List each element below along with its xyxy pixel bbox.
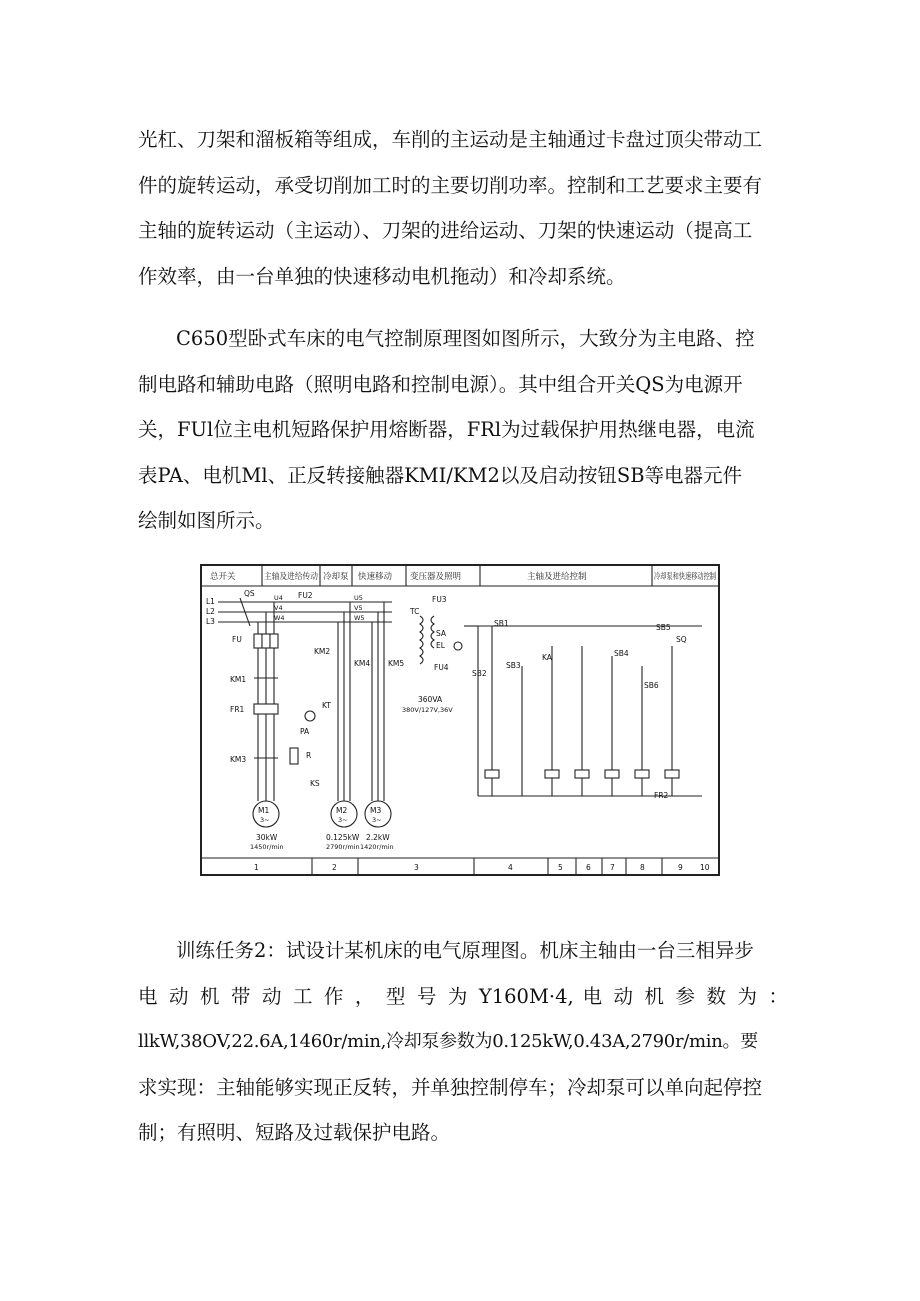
- label-sb2: SB2: [472, 669, 487, 678]
- label-v5: V5: [354, 604, 363, 612]
- label-fr2: FR2: [654, 791, 669, 800]
- motor-m2-speed: 2790r/min: [326, 843, 360, 851]
- label-tc: TC: [410, 607, 420, 616]
- footer-col-4: 4: [508, 863, 513, 872]
- footer-col-2: 2: [332, 863, 337, 872]
- label-r: R: [306, 751, 312, 760]
- label-w5: W5: [354, 614, 365, 622]
- text-line: 关，FUl位主电机短路保护用熔断器，FRl为过载保护用热继电器，电流: [138, 418, 755, 441]
- header-rapid-move: 快速移动: [358, 572, 393, 582]
- label-el: EL: [436, 641, 445, 650]
- header-transformer-lighting: 变压器及照明: [410, 572, 462, 582]
- label-sb1: SB1: [494, 619, 509, 628]
- label-qs: QS: [244, 589, 255, 598]
- motor-m2-power: 0.125kW: [326, 833, 360, 842]
- header-main-switch: 总开关: [210, 572, 236, 582]
- motor-m1-phase: 3~: [260, 816, 270, 824]
- text-line: 求实现：主轴能够实现正反转，并单独控制停车；冷却泵可以单向起停控: [138, 1075, 763, 1099]
- label-km5: KM5: [388, 659, 405, 668]
- label-ks: KS: [310, 779, 320, 788]
- label-fu2: FU2: [298, 591, 313, 600]
- label-km4: KM4: [354, 659, 371, 668]
- footer-col-6: 6: [586, 863, 591, 872]
- footer-col-7: 7: [610, 863, 615, 872]
- label-sb6: SB6: [644, 681, 659, 690]
- text-line: 件的旋转运动，承受切削加工时的主要切削功率。控制和工艺要求主要有: [138, 173, 763, 197]
- motor-m2-name: M2: [336, 806, 348, 815]
- motor-m3-power: 2.2kW: [366, 833, 390, 842]
- label-fu: FU: [232, 635, 242, 644]
- motor-m3-speed: 1420r/min: [360, 843, 394, 851]
- footer-col-3: 3: [414, 863, 419, 872]
- label-l1: L1: [206, 597, 215, 606]
- circuit-schematic-svg: [202, 566, 740, 874]
- text-line: 制电路和辅助电路（照明电路和控制电源）。其中组合开关QS为电源开: [138, 372, 743, 396]
- label-fu3: FU3: [432, 595, 447, 604]
- label-kt: KT: [322, 701, 331, 710]
- label-fu4: FU4: [434, 663, 449, 672]
- label-transformer-rating: 360VA: [418, 695, 443, 704]
- header-spindle-drive: 主轴及进给传动: [264, 572, 324, 582]
- footer-col-5: 5: [558, 863, 563, 872]
- header-spindle-control: 主轴及进给控制: [527, 572, 587, 582]
- label-sq: SQ: [676, 635, 687, 644]
- label-v4: V4: [274, 604, 283, 612]
- header-coolant-pump: 冷却泵: [323, 572, 349, 582]
- text-line: 制；有照明、短路及过载保护电路。: [138, 1121, 451, 1144]
- label-sa: SA: [436, 629, 447, 638]
- motor-m1-speed: 1450r/min: [250, 843, 284, 851]
- motor-m2-phase: 3~: [338, 816, 348, 824]
- label-sb4: SB4: [614, 649, 629, 658]
- footer-col-1: 1: [254, 863, 259, 872]
- label-pa: PA: [300, 727, 310, 736]
- label-w4: W4: [274, 614, 285, 622]
- text-line: 电 动 机 带 动 工 作 ， 型 号 为 Y160M·4, 电 动 机 参 数 为 ：: [138, 984, 788, 1008]
- text-line: C650型卧式车床的电气控制原理图如图所示，大致分为主电路、控: [176, 327, 755, 350]
- label-sb5: SB5: [656, 623, 671, 632]
- label-sb3: SB3: [506, 661, 521, 670]
- text-line: llkW,38OV,22.6A,1460r/min,冷却泵参数为0.125kW,0.43A,2790r/min。要: [138, 1031, 758, 1052]
- text-line: 光杠、刀架和溜板箱等组成，车削的主运动是主轴通过卡盘过顶尖带动工: [138, 128, 763, 151]
- paragraph-lathe-description: [138, 117, 788, 299]
- label-l2: L2: [206, 607, 215, 616]
- header-coolant-rapid-control: 冷却泵和快速移动控制: [654, 572, 740, 582]
- circuit-diagram: [200, 564, 740, 876]
- label-km2: KM2: [314, 647, 331, 656]
- label-km1: KM1: [230, 675, 247, 684]
- footer-col-9: 9: [678, 863, 683, 872]
- motor-m3-phase: 3~: [372, 816, 382, 824]
- motor-m1-name: M1: [258, 806, 270, 815]
- label-u4: U4: [274, 594, 283, 602]
- paragraph-c650-description: [138, 316, 788, 544]
- text-line: 绘制如图所示。: [138, 509, 275, 532]
- motor-m3-name: M3: [370, 806, 382, 815]
- text-line: 作效率，由一台单独的快速移动电机拖动）和冷却系统。: [138, 264, 626, 288]
- text-line: 表PA、电机Ml、正反转接触器KMI/KM2以及启动按钮SB等电器元件: [138, 463, 743, 487]
- label-u5: U5: [354, 594, 363, 602]
- label-l3: L3: [206, 617, 215, 626]
- label-ka: KA: [542, 653, 552, 662]
- paragraph-training-task: [138, 928, 788, 1156]
- label-transformer-voltages: 380V/127V,36V: [402, 706, 453, 714]
- footer-col-10: 10: [700, 863, 710, 872]
- text-line: 训练任务2：试设计某机床的电气原理图。机床主轴由一台三相异步: [176, 939, 754, 962]
- footer-col-8: 8: [640, 863, 645, 872]
- label-fr1: FR1: [230, 705, 245, 714]
- motor-m1-power: 30kW: [256, 833, 278, 842]
- label-km3: KM3: [230, 755, 247, 764]
- text-line: 主轴的旋转运动（主运动）、刀架的进给运动、刀架的快速运动（提高工: [138, 219, 753, 242]
